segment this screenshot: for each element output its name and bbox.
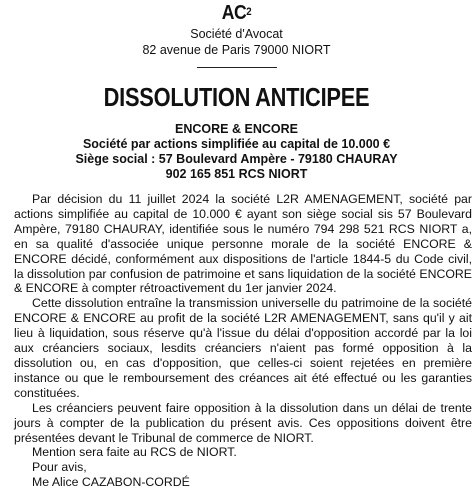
firm-address: 82 avenue de Paris 79000 NIORT [142, 43, 331, 57]
body-paragraph-decision: Par décision du 11 juillet 2024 la société L2R AMENAGEMENT, société par actions simplifiée au capital de 10.000 € ayant son siège social sis 57 Boulevard Ampère, 79180 CHAURAY, identifiée sous le numéro 794 298 521 RCS NIORT a, en sa qualité d'associée unique personne morale de la société ENCORE & ENCORE décidé, conformément aux dispositions de l'article 1844-5 du Code civil, la dissolution par confusion de patrimoine et sans liquidation de la société ENCORE & ENCORE à compter rétroactivement du 1er janvier 2024. [14, 192, 472, 296]
company-seat: Siège social : 57 Boulevard Ampère - 79180 CHAURAY [75, 152, 398, 166]
company-name: ENCORE & ENCORE [175, 122, 298, 136]
company-rcs: 902 165 851 RCS NIORT [165, 167, 308, 181]
firm-name: Société d'Avocat [190, 27, 283, 41]
logo-superscript: 2 [246, 6, 252, 18]
body-paragraph-opposition: Les créanciers peuvent faire opposition à la dissolution dans un délai de trente jours à compter de la publication du présent avis. Ces oppositions doivent être présentées devant le Tribunal de commerce de NIORT. [14, 400, 472, 445]
notice-body [14, 192, 472, 490]
body-paragraph-effects: Cette dissolution entraîne la transmission universelle du patrimoine de la société ENCORE & ENCORE au profit de la société L2R AMENAGEMENT, sans qu'il y ait lieu à liquidation, sous réserve qu'à l'issue du délai d'opposition accordé par la loi aux créanciers sociaux, lesdits créanciers n'aient pas formé opposition à la dissolution ou, en cas d'opposition, que celles-ci soient rejetées en première instance ou que le remboursement des créances ait été effectué ou les garanties constituées. [14, 296, 472, 400]
rcs-mention: Mention sera faite au RCS de NIORT. [32, 445, 237, 460]
company-form: Société par actions simplifiée au capital de 10.000 € [82, 137, 391, 151]
firm-logo [28, 1, 444, 25]
notice-title: DISSOLUTION ANTICIPEE [103, 82, 370, 112]
closing-formula: Pour avis, [32, 460, 87, 475]
header-divider [197, 67, 277, 68]
logo-text: AC [221, 2, 247, 24]
signatory: Me Alice CAZABON-CORDÉ [32, 475, 190, 490]
